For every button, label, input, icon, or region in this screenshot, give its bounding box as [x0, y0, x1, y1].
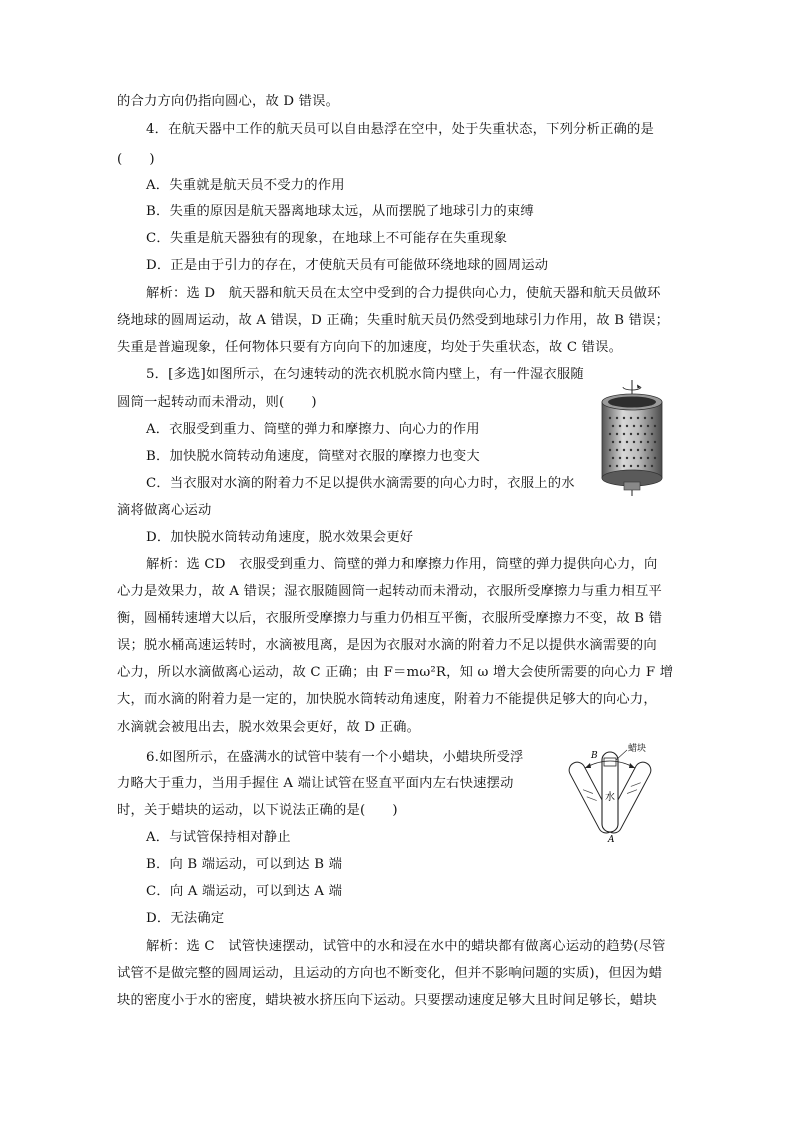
- question-5-stem: 圆筒一起转动而未滑动，则( ): [117, 395, 317, 410]
- option-d: D．无法确定: [146, 911, 225, 926]
- solution-line: 绕地球的圆周运动，故 A 错误，D 正确；失重时航天员仍然受到地球引力作用，故 B 错误；: [117, 313, 670, 328]
- option-d: D．加快脱水筒转动角速度，脱水效果会更好: [146, 530, 414, 545]
- option-d: D．正是由于引力的存在，才使航天员有可能做环绕地球的圆周运动: [146, 258, 549, 273]
- label-water: 水: [605, 792, 615, 803]
- solution-line: 心力是效果力，故 A 错误；湿衣服随圆筒一起转动而未滑动，衣服所受摩擦力与重力相互平: [117, 584, 663, 599]
- solution-line: 解析：选 CD 衣服受到重力、筒壁的弹力和摩擦力作用，筒壁的弹力提供向心力，向: [146, 557, 658, 572]
- option-c: C．失重是航天器独有的现象，在地球上不可能存在失重现象: [146, 231, 508, 246]
- option-b: B．加快脱水筒转动角速度，筒壁对衣服的摩擦力也变大: [146, 449, 480, 464]
- solution-line: 心力，所以水滴做离心运动，故 C 正确；由 F＝mω²R，知 ω 增大会使所需要的向心力 F 增: [117, 665, 674, 680]
- question-4-bracket: ( ): [117, 152, 155, 167]
- option-b: B．向 B 端运动，可以到达 B 端: [146, 857, 343, 872]
- solution-line: 误；脱水桶高速运转时，水滴被甩离，是因为衣服对水滴的附着力不足以提供水滴需要的向: [117, 638, 657, 653]
- solution-line: 解析：选 C 试管快速摆动，试管中的水和浸在水中的蜡块都有做离心运动的趋势(尽管: [146, 939, 666, 954]
- option-c: C．当衣服对水滴的附着力不足以提供水滴需要的向心力时，衣服上的水: [146, 476, 575, 491]
- solution-line: 大，而水滴的附着力是一定的，加快脱水筒转动角速度，附着力不能提供足够大的向心力，: [117, 692, 657, 707]
- option-c: C．向 A 端运动，可以到达 A 端: [146, 884, 343, 899]
- solution-line: 试管不是做完整的圆周运动，且运动的方向也不断变化，但并不影响问题的实质)，但因为蜡: [117, 966, 663, 981]
- question-5-stem: 5．[多选]如图所示，在匀速转动的洗衣机脱水筒内壁上，有一件湿衣服随: [146, 367, 584, 382]
- question-6-stem: 6.如图所示，在盛满水的试管中装有一个小蜡块，小蜡块所受浮: [146, 750, 524, 765]
- label-b: B: [591, 751, 598, 761]
- label-wax: 蜡块: [628, 744, 647, 754]
- solution-line: 水滴就会被甩出去，脱水效果会更好，故 D 正确。: [117, 720, 421, 735]
- option-a: A．与试管保持相对静止: [146, 830, 291, 845]
- question-6-stem: 时，关于蜡块的运动，以下说法正确的是( ): [117, 803, 398, 818]
- text-line: 的合力方向仍指向圆心，故 D 错误。: [117, 94, 340, 109]
- solution-line: 衡，圆桶转速增大以后，衣服所受摩擦力与重力仍相互平衡，衣服所受摩擦力不变，故 B 错: [117, 611, 663, 626]
- test-tube-figure: [555, 742, 685, 842]
- spin-drum-figure: [596, 380, 668, 496]
- label-a: A: [608, 835, 615, 842]
- option-a: A．失重就是航天员不受力的作用: [146, 178, 345, 193]
- question-4-stem: 4．在航天器中工作的航天员可以自由悬浮在空中，处于失重状态，下列分析正确的是: [146, 122, 655, 137]
- question-6-stem: 力略大于重力，当用手握住 A 端让试管在竖直平面内左右快速摆动: [117, 776, 514, 791]
- option-b: B．失重的原因是航天器离地球太远，从而摆脱了地球引力的束缚: [146, 204, 534, 219]
- option-a: A．衣服受到重力、筒壁的弹力和摩擦力、向心力的作用: [146, 422, 480, 437]
- option-c-continued: 滴将做离心运动: [117, 503, 212, 518]
- solution-line: 失重是普遍现象，任何物体只要有方向向下的加速度，均处于失重状态，故 C 错误。: [117, 340, 623, 355]
- solution-line: 块的密度小于水的密度，蜡块被水挤压向下运动。只要摆动速度足够大且时间足够长，蜡块: [117, 993, 657, 1008]
- solution-line: 解析：选 D 航天器和航天员在太空中受到的合力提供向心力，使航天器和航天员做环: [146, 286, 661, 301]
